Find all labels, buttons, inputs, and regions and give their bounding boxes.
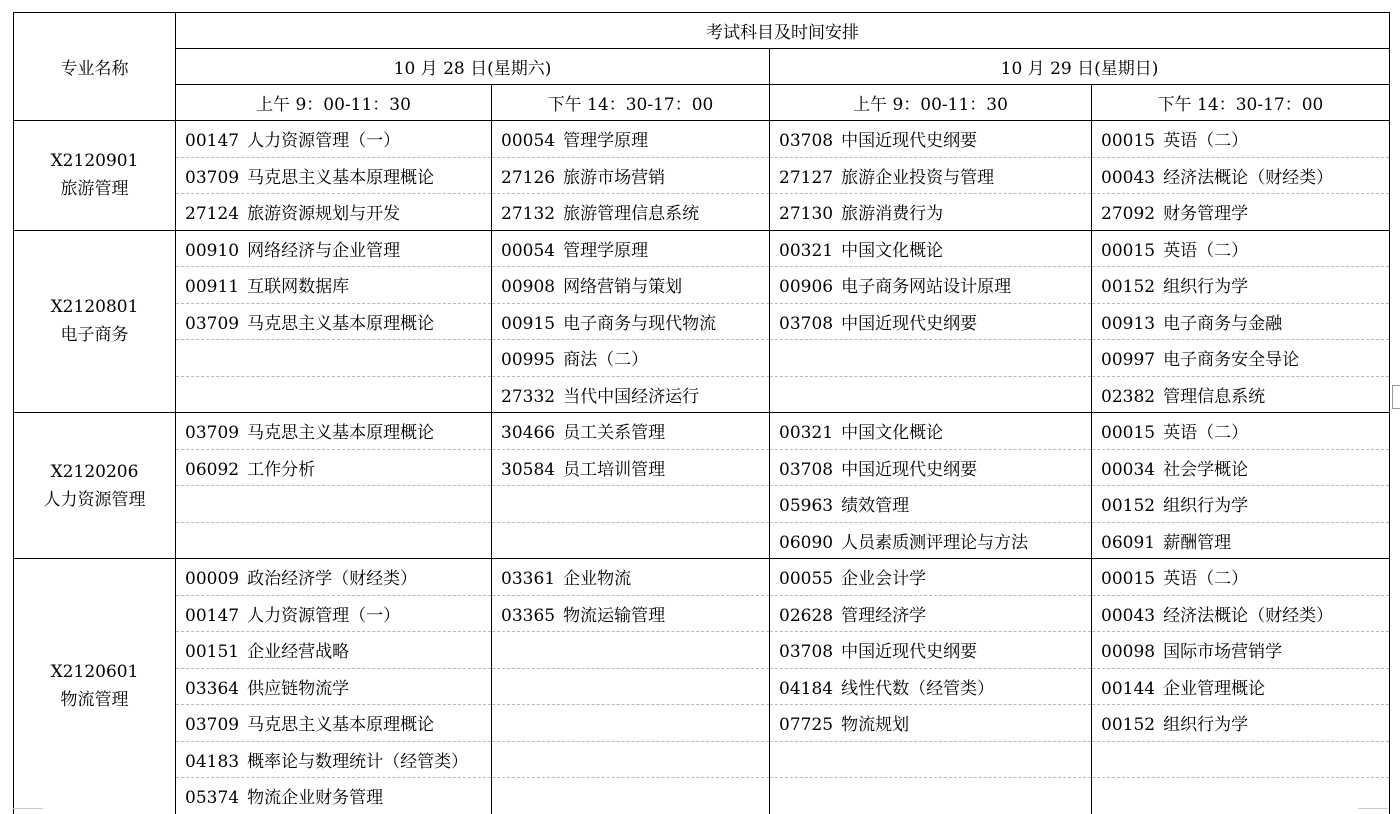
subject-cell [770, 376, 1092, 413]
subject-code: 00144 [1101, 678, 1156, 699]
subject-name: 英语（二） [1163, 240, 1249, 261]
subject-cell [770, 486, 1092, 523]
subject-name: 商法（二） [563, 350, 649, 371]
subject-cell [770, 632, 1092, 669]
subject-cell [1092, 376, 1390, 413]
subject-cell [176, 303, 492, 340]
subject-cell [1092, 705, 1390, 742]
subject-cell [770, 668, 1092, 705]
subject-cell [176, 522, 492, 559]
subject-code: 03708 [779, 459, 834, 480]
subject-code: 00043 [1101, 167, 1156, 188]
table-row [14, 778, 1390, 814]
subject-name: 员工关系管理 [563, 423, 666, 444]
subject-name: 马克思主义基本原理概论 [247, 423, 435, 444]
subject-name: 概率论与数理统计（经管类） [247, 751, 469, 772]
subject-cell [1092, 157, 1390, 194]
subject-name: 物流规划 [841, 715, 910, 736]
subject-cell [492, 595, 770, 632]
subject-name: 中国近现代史纲要 [841, 313, 978, 334]
subject-name: 企业经营战略 [247, 642, 350, 663]
subject-name: 英语（二） [1163, 131, 1249, 152]
subject-code: 00147 [185, 605, 240, 626]
subject-name: 员工培训管理 [563, 459, 666, 480]
subject-code: 03364 [185, 678, 240, 699]
subject-name: 电子商务安全导论 [1163, 350, 1300, 371]
subject-cell [1092, 486, 1390, 523]
subject-code: 03709 [185, 167, 240, 188]
subject-cell [176, 632, 492, 669]
subject-name: 网络经济与企业管理 [247, 240, 401, 261]
subject-cell [770, 522, 1092, 559]
exam-schedule-table [13, 12, 1390, 814]
subject-code: 03709 [185, 423, 240, 444]
subject-cell [770, 340, 1092, 377]
subject-cell [1092, 303, 1390, 340]
subject-code: 03708 [779, 131, 834, 152]
subject-name: 互联网数据库 [247, 277, 350, 298]
subject-cell [176, 668, 492, 705]
subject-code: 07725 [779, 715, 834, 736]
subject-cell [492, 522, 770, 559]
subject-cell [770, 449, 1092, 486]
subject-cell [1092, 121, 1390, 158]
subject-code: 00913 [1101, 313, 1156, 334]
subject-name: 人员素质测评理论与方法 [841, 532, 1029, 553]
subject-cell [770, 157, 1092, 194]
subject-code: 03365 [501, 605, 556, 626]
subject-cell [770, 230, 1092, 267]
subject-name: 企业会计学 [841, 569, 927, 590]
subject-cell [1092, 230, 1390, 267]
subject-name: 中国文化概论 [841, 423, 944, 444]
subject-name: 物流运输管理 [563, 605, 666, 626]
subject-code: 00015 [1101, 131, 1156, 152]
subject-name: 人力资源管理（一） [247, 131, 401, 152]
subject-code: 02382 [1101, 386, 1156, 407]
subject-code: 03708 [779, 642, 834, 663]
subject-cell [492, 559, 770, 596]
subject-cell [492, 340, 770, 377]
subject-code: 00997 [1101, 350, 1156, 371]
table-row [14, 705, 1390, 742]
subject-cell [176, 121, 492, 158]
subject-cell [770, 741, 1092, 778]
table-row [14, 668, 1390, 705]
subject-cell [176, 376, 492, 413]
subject-name: 旅游消费行为 [841, 204, 944, 225]
subject-name: 管理经济学 [841, 605, 927, 626]
subject-cell [1092, 413, 1390, 450]
subject-name: 电子商务与现代物流 [563, 313, 717, 334]
table-row [14, 632, 1390, 669]
subject-cell [1092, 267, 1390, 304]
subject-cell [492, 668, 770, 705]
subject-code: 00906 [779, 277, 834, 298]
subject-name: 组织行为学 [1163, 277, 1249, 298]
table-row [14, 486, 1390, 523]
major-cell [14, 413, 176, 559]
subject-cell [176, 741, 492, 778]
subject-cell [492, 194, 770, 231]
subject-cell [770, 121, 1092, 158]
table-row [14, 194, 1390, 231]
subject-name: 旅游管理信息系统 [563, 204, 700, 225]
major-name: 电子商务 [60, 325, 129, 346]
session-header-day1-pm: 下午 14：30-17：00 [492, 85, 770, 121]
session-header-day2-am: 上午 9：00-11：30 [770, 85, 1092, 121]
subject-code: 00055 [779, 569, 834, 590]
subject-code: 30584 [501, 459, 556, 480]
subject-cell [176, 267, 492, 304]
subject-code: 00321 [779, 240, 834, 261]
subject-cell [492, 413, 770, 450]
subject-name: 马克思主义基本原理概论 [247, 313, 435, 334]
subject-code: 00908 [501, 277, 556, 298]
subject-cell [176, 194, 492, 231]
subject-cell [176, 230, 492, 267]
subject-code: 04183 [185, 751, 240, 772]
subject-cell [492, 449, 770, 486]
major-code: X2120901 [50, 151, 139, 172]
subject-code: 00147 [185, 131, 240, 152]
subject-name: 旅游资源规划与开发 [247, 204, 401, 225]
subject-code: 03361 [501, 569, 556, 590]
subject-code: 00034 [1101, 459, 1156, 480]
subject-cell [176, 778, 492, 814]
subject-code: 03708 [779, 313, 834, 334]
subject-code: 00015 [1101, 569, 1156, 590]
subject-code: 27124 [185, 204, 240, 225]
major-cell [14, 121, 176, 231]
subject-cell [492, 632, 770, 669]
subject-cell [770, 778, 1092, 814]
subject-name: 政治经济学（财经类） [247, 569, 418, 590]
page-edge-marker [1392, 385, 1400, 409]
subject-code: 03709 [185, 313, 240, 334]
subject-cell [1092, 559, 1390, 596]
day1-header: 10 月 28 日(星期六) [176, 49, 770, 85]
subject-name: 马克思主义基本原理概论 [247, 167, 435, 188]
table-row [14, 413, 1390, 450]
subject-code: 00015 [1101, 423, 1156, 444]
subject-cell [492, 121, 770, 158]
table-row [14, 559, 1390, 596]
major-code: X2120601 [50, 662, 139, 683]
table-row [14, 522, 1390, 559]
subject-code: 27126 [501, 167, 556, 188]
subject-name: 人力资源管理（一） [247, 605, 401, 626]
subject-cell [1092, 778, 1390, 814]
subject-cell [1092, 632, 1390, 669]
subject-code: 00054 [501, 240, 556, 261]
subject-cell [770, 303, 1092, 340]
subject-cell [1092, 340, 1390, 377]
subject-code: 00911 [185, 277, 240, 298]
subject-code: 06091 [1101, 532, 1156, 553]
subject-cell [492, 741, 770, 778]
subject-code: 00910 [185, 240, 240, 261]
subject-cell [176, 413, 492, 450]
subject-name: 管理信息系统 [1163, 386, 1266, 407]
subject-name: 中国近现代史纲要 [841, 131, 978, 152]
subject-name: 线性代数（经管类） [841, 678, 995, 699]
subject-name: 旅游市场营销 [563, 167, 666, 188]
subject-name: 中国文化概论 [841, 240, 944, 261]
subject-cell [176, 705, 492, 742]
subject-name: 组织行为学 [1163, 496, 1249, 517]
subject-cell [176, 449, 492, 486]
subject-name: 网络营销与策划 [563, 277, 683, 298]
subject-cell [492, 157, 770, 194]
subject-code: 06092 [185, 459, 240, 480]
subject-cell [492, 376, 770, 413]
major-cell [14, 559, 176, 814]
table-row [14, 121, 1390, 158]
subject-code: 00915 [501, 313, 556, 334]
day2-header: 10 月 29 日(星期日) [770, 49, 1390, 85]
subject-cell [492, 267, 770, 304]
subject-code: 30466 [501, 423, 556, 444]
subject-name: 中国近现代史纲要 [841, 642, 978, 663]
subject-code: 00995 [501, 350, 556, 371]
major-name: 旅游管理 [60, 179, 129, 200]
subject-cell [1092, 741, 1390, 778]
subject-name: 英语（二） [1163, 569, 1249, 590]
subject-name: 企业管理概论 [1163, 678, 1266, 699]
table-row [14, 303, 1390, 340]
subject-name: 物流企业财务管理 [247, 788, 384, 809]
subject-cell [1092, 449, 1390, 486]
subject-cell [770, 267, 1092, 304]
subject-code: 00015 [1101, 240, 1156, 261]
subject-code: 27130 [779, 204, 834, 225]
subject-name: 国际市场营销学 [1163, 642, 1283, 663]
subject-cell [176, 486, 492, 523]
table-row [14, 376, 1390, 413]
major-column-header: 专业名称 [14, 13, 176, 121]
subject-cell [492, 778, 770, 814]
subject-name: 经济法概论（财经类） [1163, 167, 1334, 188]
subject-name: 供应链物流学 [247, 678, 350, 699]
table-row [14, 230, 1390, 267]
subject-code: 00098 [1101, 642, 1156, 663]
subject-code: 00043 [1101, 605, 1156, 626]
subject-name: 组织行为学 [1163, 715, 1249, 736]
subject-code: 00009 [185, 569, 240, 590]
subject-code: 00152 [1101, 496, 1156, 517]
subject-code: 02628 [779, 605, 834, 626]
major-name: 人力资源管理 [43, 489, 146, 510]
major-code: X2120801 [50, 297, 139, 318]
subject-code: 27092 [1101, 204, 1156, 225]
subject-code: 00321 [779, 423, 834, 444]
table-row [14, 449, 1390, 486]
subject-cell [1092, 522, 1390, 559]
subject-name: 企业物流 [563, 569, 632, 590]
subject-code: 03709 [185, 715, 240, 736]
subject-code: 06090 [779, 532, 834, 553]
table-row [14, 157, 1390, 194]
subject-code: 05963 [779, 496, 834, 517]
major-name: 物流管理 [60, 690, 129, 711]
subject-name: 中国近现代史纲要 [841, 459, 978, 480]
subject-code: 27127 [779, 167, 834, 188]
subject-cell [176, 340, 492, 377]
subject-cell [492, 230, 770, 267]
table-row [14, 267, 1390, 304]
session-header-day1-am: 上午 9：00-11：30 [176, 85, 492, 121]
subject-cell [1092, 194, 1390, 231]
subject-name: 旅游企业投资与管理 [841, 167, 995, 188]
subject-name: 当代中国经济运行 [563, 386, 700, 407]
major-code: X2120206 [50, 461, 139, 482]
subject-cell [1092, 595, 1390, 632]
subject-cell [770, 705, 1092, 742]
subject-name: 管理学原理 [563, 131, 649, 152]
table-row [14, 340, 1390, 377]
subject-code: 27332 [501, 386, 556, 407]
subject-name: 财务管理学 [1163, 204, 1249, 225]
subject-name: 英语（二） [1163, 423, 1249, 444]
subject-code: 05374 [185, 788, 240, 809]
subject-cell [176, 157, 492, 194]
subject-cell [176, 559, 492, 596]
page-corner-mark-left [13, 808, 43, 814]
subject-cell [492, 486, 770, 523]
subject-cell [176, 595, 492, 632]
session-header-day2-pm: 下午 14：30-17：00 [1092, 85, 1390, 121]
table-row [14, 741, 1390, 778]
major-cell [14, 230, 176, 413]
subject-cell [1092, 668, 1390, 705]
schedule-title: 考试科目及时间安排 [176, 13, 1390, 49]
schedule-body [14, 121, 1390, 814]
subject-name: 电子商务与金融 [1163, 313, 1283, 334]
subject-code: 00054 [501, 131, 556, 152]
subject-name: 经济法概论（财经类） [1163, 605, 1334, 626]
subject-cell [492, 303, 770, 340]
subject-name: 社会学概论 [1163, 459, 1249, 480]
subject-name: 薪酬管理 [1163, 532, 1232, 553]
subject-cell [492, 705, 770, 742]
subject-name: 工作分析 [247, 459, 316, 480]
subject-cell [770, 413, 1092, 450]
page-corner-mark-right [1358, 808, 1388, 814]
subject-code: 04184 [779, 678, 834, 699]
subject-name: 管理学原理 [563, 240, 649, 261]
subject-name: 绩效管理 [841, 496, 910, 517]
subject-name: 马克思主义基本原理概论 [247, 715, 435, 736]
subject-cell [770, 559, 1092, 596]
subject-code: 27132 [501, 204, 556, 225]
subject-code: 00151 [185, 642, 240, 663]
subject-cell [770, 595, 1092, 632]
subject-code: 00152 [1101, 715, 1156, 736]
table-row [14, 595, 1390, 632]
subject-name: 电子商务网站设计原理 [841, 277, 1012, 298]
subject-code: 00152 [1101, 277, 1156, 298]
subject-cell [770, 194, 1092, 231]
